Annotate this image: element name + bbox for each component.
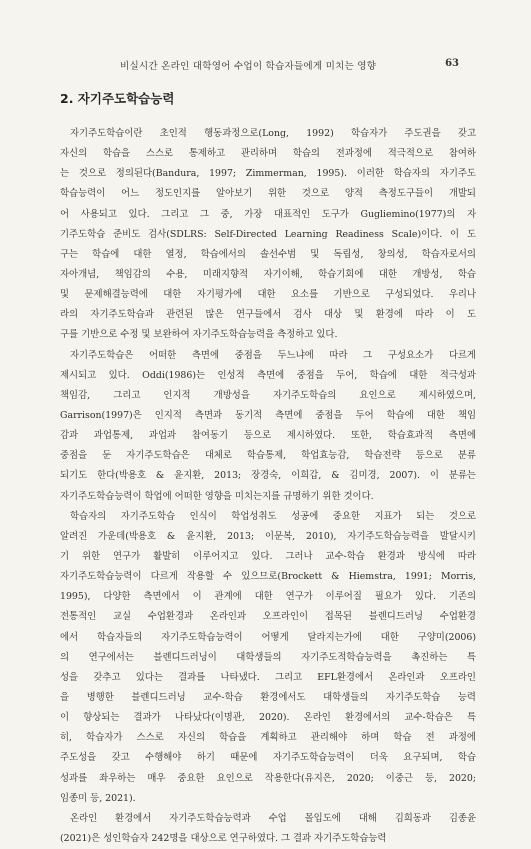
text-line: 기 위한 연구가 활발히 이루어지고 있다. 그러나 교수-학습 환경과 방식에 따라 bbox=[60, 550, 476, 562]
body-text bbox=[60, 124, 476, 849]
text-line: 온라인 환경에서 자기주도학습능력과 수업 몰입도에 대해 김희동과 김종윤 bbox=[70, 812, 476, 824]
text-line: 1995), 다양한 측면에서 이 관계에 대한 연구가 이루어질 필요가 있다. 기존의 bbox=[60, 591, 476, 603]
text-line: 자아개념, 책임감의 수용, 미래지향적 자기이해, 학습기회에 대한 개방성, 학습 bbox=[60, 268, 476, 280]
text-line: 전통적인 교실 수업환경과 온라인과 오프라인이 접목된 블렌디드러닝 수업환경 bbox=[60, 611, 476, 623]
paragraph bbox=[60, 809, 476, 849]
text-line: Garrison(1997)은 인지적 측면과 동기적 측면에 중점을 두어 학습에 대한 책임 bbox=[60, 409, 476, 421]
text-line: 구를 기반으로 수정 및 보완하여 자기주도학습능력을 측정하고 있다. bbox=[60, 329, 338, 341]
text-line: 기주도학습 준비도 검사(SDLRS: Self-Directed Learning Readiness Scale)이다. 이 도 bbox=[60, 228, 476, 240]
paragraph bbox=[60, 346, 476, 507]
text-line: 이 향상되는 결과가 나타났다(이명관, 2020). 온라인 환경에서의 교수-학습은 특 bbox=[60, 712, 476, 724]
text-line: 어 사용되고 있다. 그리고 그 중, 가장 대표적인 도구가 Gugliemino(1977)의 자 bbox=[60, 208, 476, 220]
paragraph bbox=[60, 507, 476, 809]
running-header bbox=[0, 58, 531, 74]
text-line: 주도성을 갖고 수행해야 하기 때문에 자기주도학습능력이 더욱 요구되며, 학습 bbox=[60, 752, 476, 764]
text-line: 자기주도학습이란 초인적 행동과정으로(Long, 1992) 학습자가 주도권을 갖고 bbox=[70, 128, 476, 139]
text-line: 알려진 가운데(박용호 & 윤지환, 2013; 이문복, 2010), 자기주도학습능력을 발달시키 bbox=[60, 530, 476, 542]
text-line: 성과를 좌우하는 매우 중요한 요인으로 작용한다(유지은, 2020; 이중근 등, 2020; bbox=[60, 772, 476, 784]
text-line: 을 병행한 블렌디드러닝 교수-학습 환경에서도 대학생들의 자기주도학습 능력 bbox=[60, 691, 476, 703]
text-line: 학습자의 자기주도학습 인식이 학업성취도 성공에 중요한 지표가 되는 것으로 bbox=[70, 510, 476, 522]
text-line: 의 연구에서는 블렌디드러닝이 대학생들의 자기주도적학습능력을 촉진하는 특 bbox=[60, 651, 476, 663]
paragraph bbox=[60, 124, 476, 346]
text-line: 감과 과업통제, 과업과 참여동기 등으로 제시하였다. 또한, 학습효과적 측면에 bbox=[60, 430, 476, 442]
text-line: 자기주도학습능력이 다르게 작용할 수 있으므로(Brockett & Hiemstra, 1991; Morris, bbox=[60, 571, 476, 583]
text-line: 에서 학습자들의 자기주도학습능력이 어떻게 달라지는가에 대한 구양미(2006) bbox=[60, 631, 476, 643]
text-line: 자기주도학습능력이 학업에 어떠한 영향을 미치는지를 규명하기 위한 것이다. bbox=[60, 490, 374, 502]
text-line: 임종미 등, 2021). bbox=[60, 792, 136, 804]
text-line: 되기도 한다(박용호 & 윤지환, 2013; 장경숙, 이희갑, & 김미경, 2007). 이 분류는 bbox=[60, 470, 476, 482]
text-line: 및 문제해결능력에 대한 자기평가에 대한 요소를 기반으로 구성되었다. 우리나 bbox=[60, 289, 476, 301]
text-line: 성을 갖추고 있다는 결과를 나타냈다. 그리고 EFL환경에서 온라인과 오프라인 bbox=[60, 671, 476, 683]
text-line: 자기주도학습은 어떠한 측면에 중점을 두느냐에 따라 그 구성요소가 다르게 bbox=[70, 349, 476, 361]
running-title: 비실시간 온라인 대학영어 수업이 학습자들에게 미치는 영향 bbox=[120, 61, 377, 72]
text-line: (2021)은 성인학습자 242명을 대상으로 연구하였다. 그 결과 자기주도학습능력 bbox=[60, 832, 387, 844]
text-line: 자신의 학습을 스스로 통제하고 관리하며 학습의 전과정에 적극적으로 참여하 bbox=[60, 148, 476, 160]
section-heading: 2. 자기주도학습능력 bbox=[60, 91, 175, 106]
text-line: 구는 학습에 대한 열정, 학습에서의 솔선수범 및 독립성, 창의성, 학습자로서의 bbox=[60, 248, 476, 260]
text-line: 제시되고 있다. Oddi(1986)는 인성적 측면에 중점을 두어, 학습에 대한 적극성과 bbox=[60, 369, 476, 381]
text-line: 는 것으로 정의된다(Bandura, 1997; Zimmerman, 1995). 이러한 학습자의 자기주도 bbox=[60, 168, 476, 180]
text-line: 히, 학습자가 스스로 자신의 학습을 계획하고 관리해야 하며 학습 전 과정에 bbox=[60, 732, 476, 744]
text-line: 학습능력이 어느 정도인지를 알아보기 위한 것으로 양적 측정도구들이 개발되 bbox=[60, 188, 476, 200]
page-number: 63 bbox=[445, 58, 459, 69]
text-line: 중점을 둔 자기주도학습은 대체로 학습통제, 학업효능감, 학습전략 등으로 분류 bbox=[60, 450, 476, 462]
text-line: 책임감, 그리고 인지적 개방성을 자기주도학습의 요인으로 제시하였으며, bbox=[60, 389, 476, 401]
text-line: 라의 자기주도학습과 관련된 많은 연구들에서 검사 대상 및 환경에 따라 이 도 bbox=[60, 309, 476, 321]
